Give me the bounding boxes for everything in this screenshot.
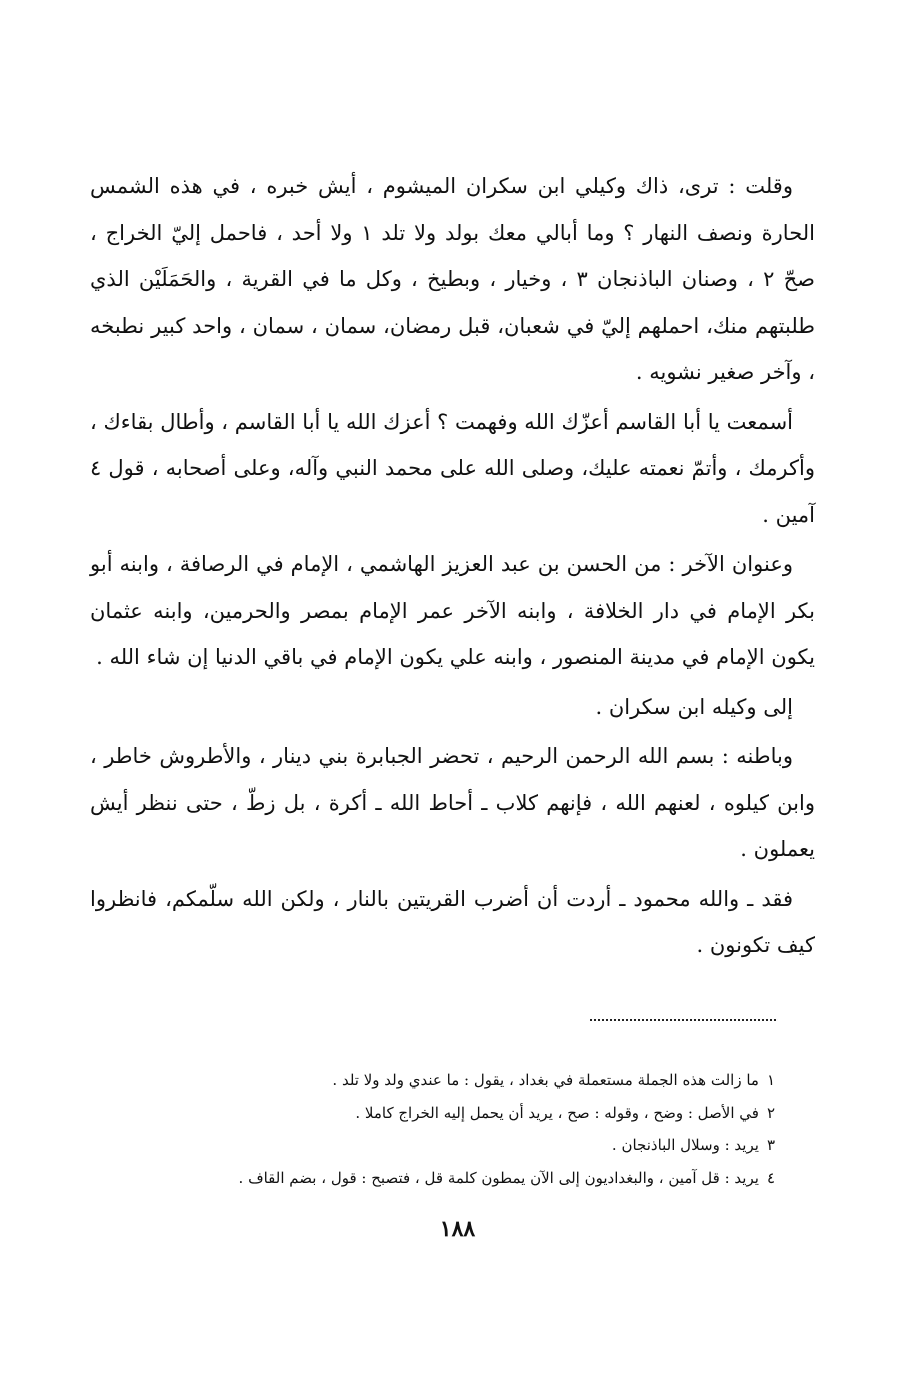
paragraph-3: وعنوان الآخر : من الحسن بن عبد العزيز الهاشمي ، الإمام في الرصافة ، وابنه أبو بكر الإمام في دار الخلافة ، وابنه الآخر عمر الإمام بمصر والحرمين، وابنه عثمان يكون الإمام في مدينة المنصور ، وابنه علي يكون الإمام في باقي الدنيا إن شاء الله . — [90, 552, 815, 669]
footnote-3 — [110, 1129, 775, 1162]
paragraph-4: إلى وكيله ابن سكران . — [595, 694, 793, 719]
paragraph-1: وقلت : ترى، ذاك وكيلي ابن سكران الميشوم ، أيش خبره ، في هذه الشمس الحارة ونصف النهار ؟ وما أبالي معك بولد ولا تلد ١ ولا أحد ، فاحمل إليّ الخراج ، صحّ ٢ ، وصنان الباذنجان ٣ ، وخيار ، وبطيخ ، وكل ما في القرية ، والحَمَلَيْن الذي طلبتهم منك، احملهم إليّ في شعبان، قبل رمضان، سمان ، سمان ، واحد كبير نطبخه ، وآخر صغير نشويه . — [90, 174, 816, 384]
footnote-text: في الأصل : وضح ، وقوله : صح ، يريد أن يحمل إليه الخراج كاملا . — [355, 1103, 759, 1122]
footnote-text: يريد : وسلال الباذنجان . — [611, 1136, 759, 1154]
footnote-number: ٢ — [766, 1103, 775, 1122]
footnote-number: ٣ — [766, 1136, 775, 1154]
footnote-text: ما زالت هذه الجملة مستعملة في بغداد ، يقول : ما عندي ولد ولا تلد . — [332, 1071, 759, 1089]
footnote-text: يريد : قل آمين ، والبغداديون إلى الآن يمطون كلمة قل ، فتصبح : قول ، بضم القاف . — [238, 1168, 759, 1187]
paragraph-2: أسمعت يا أبا القاسم أعزّك الله وفهمت ؟ أعزك الله يا أبا القاسم ، وأطال بقاءك ، وأكرمك ، وأتمّ نعمته عليك، وصلى الله على محمد النبي وآله، وعلى أصحابه ، قول ٤ آمين . — [90, 409, 815, 527]
footnote-number: ٤ — [766, 1168, 775, 1187]
footnote-number: ١ — [766, 1071, 775, 1089]
main-text — [90, 163, 815, 972]
footnote-2 — [110, 1097, 775, 1130]
paragraph-5: وباطنه : بسم الله الرحمن الرحيم ، تحضر الجبابرة بني دينار ، والأطروش خاطر ، وابن كيلوه ، لعنهم الله ، فإنهم كلاب ـ أحاط الله ـ أكرة ، بل زطّ ، حتى ننظر أيش يعملون . — [90, 744, 815, 861]
footnote-1 — [110, 1064, 775, 1097]
footnote-separator — [590, 1019, 776, 1021]
footnote-4 — [110, 1162, 775, 1195]
paragraph-6: فقد ـ والله محمود ـ أردت أن أضرب القريتين بالنار ، ولكن الله سلّمكم، فانظروا كيف تكونون . — [90, 886, 815, 957]
footnotes — [110, 1064, 775, 1194]
page-number: ١٨٨ — [439, 1216, 476, 1242]
